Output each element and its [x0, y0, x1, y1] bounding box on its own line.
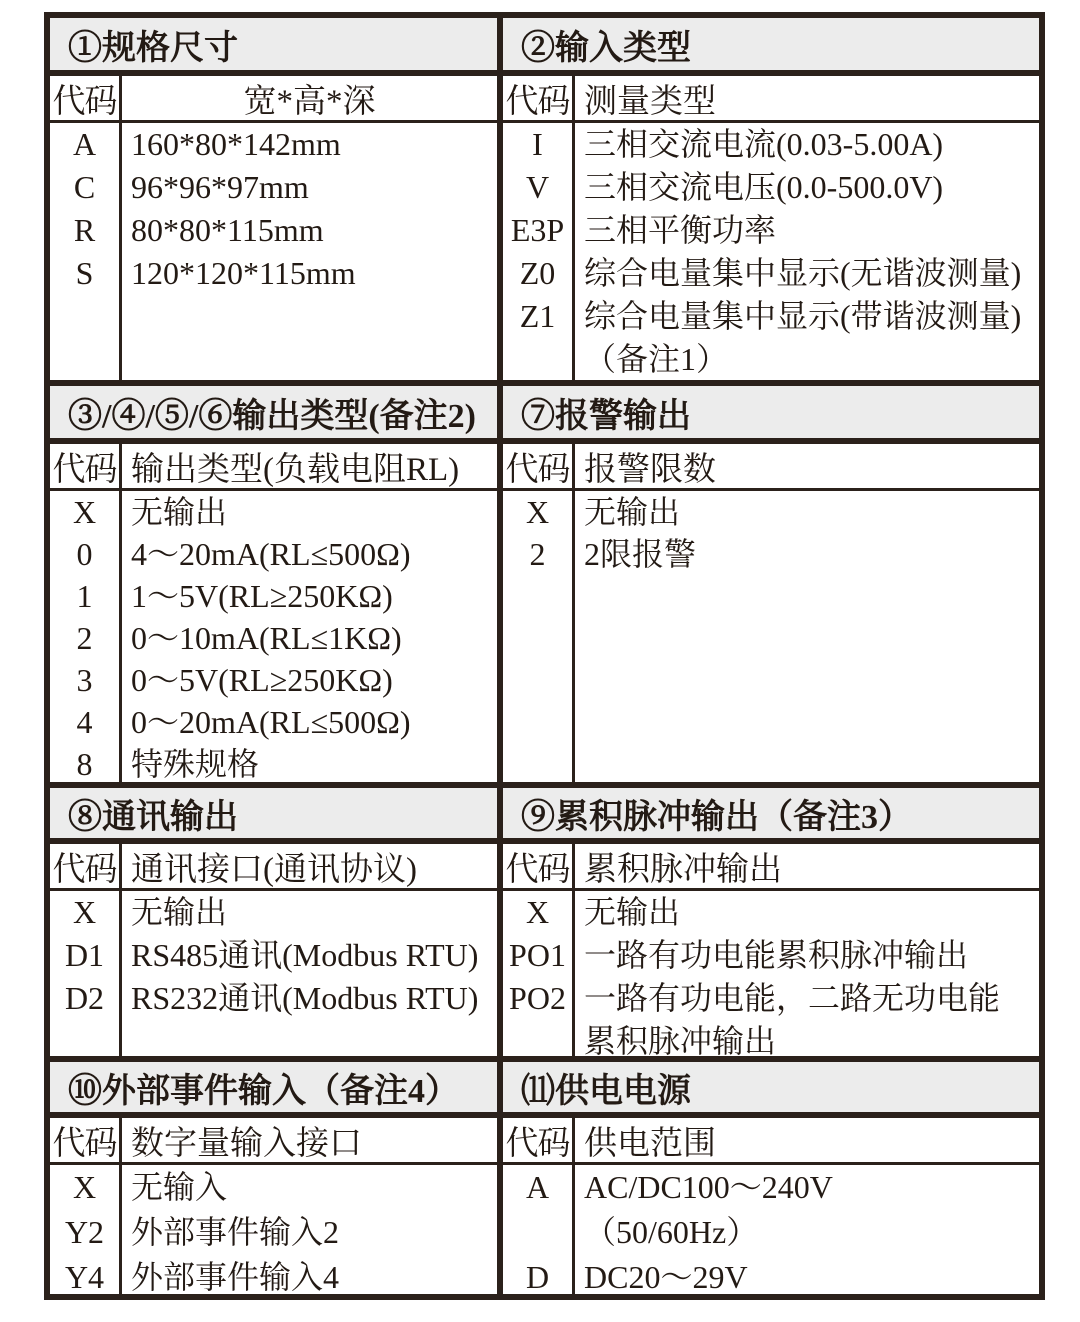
code-column-header: 代码 [50, 1118, 122, 1162]
row-code [503, 338, 572, 380]
row-value: 特殊规格 [131, 746, 260, 782]
value-list [575, 491, 1039, 782]
row-code: E3P [510, 212, 565, 248]
section-title-text: ①规格尺寸 [68, 29, 238, 67]
row-value: 无输出 [131, 894, 228, 930]
row-value: DC20～29V [584, 1259, 748, 1294]
code-list [503, 891, 575, 1056]
code-list [503, 123, 575, 380]
code-list [50, 891, 122, 1056]
row-value: 外部事件输入4 [131, 1259, 340, 1294]
code-list [503, 1165, 575, 1294]
column-header-row [503, 1118, 1039, 1165]
row-code: 3 [76, 662, 93, 698]
section-title [503, 788, 1039, 844]
row-value: （50/60Hz） [584, 1214, 759, 1250]
row-value: 96*96*97mm [131, 169, 309, 205]
row-code: 0 [76, 536, 93, 572]
row-code: 1 [76, 578, 93, 614]
section-pulse-output [497, 788, 1039, 1056]
section-power-supply [497, 1062, 1039, 1294]
section-data [50, 1165, 497, 1294]
row-code: 8 [76, 746, 93, 782]
row-code: Y4 [64, 1259, 105, 1294]
value-column-header: 数字量输入接口 [131, 1125, 362, 1162]
row-code: Z1 [519, 298, 556, 334]
row-code: I [532, 126, 543, 162]
section-data [50, 491, 497, 782]
row-code: C [73, 169, 96, 205]
code-column-header: 代码 [503, 444, 575, 488]
row-value: AC/DC100～240V [584, 1169, 833, 1205]
value-list [122, 891, 497, 1056]
row-value: 1～5V(RL≥250KΩ) [131, 578, 393, 614]
row-value: （备注1） [584, 341, 729, 377]
section-external-event-input [50, 1062, 497, 1294]
row-code [503, 1210, 572, 1255]
row-value: 无输出 [131, 494, 228, 530]
section-data [503, 491, 1039, 782]
row-value: 三相平衡功率 [584, 212, 777, 248]
row-value: 累积脉冲输出 [584, 1023, 777, 1056]
code-column-header: 代码 [503, 1118, 575, 1162]
value-list [122, 491, 497, 782]
section-title [503, 386, 1039, 444]
row-value: 0～5V(RL≥250KΩ) [131, 662, 393, 698]
value-list [122, 1165, 497, 1294]
block-row-2 [50, 380, 1039, 782]
row-value: 80*80*115mm [131, 212, 324, 248]
row-value: 无输出 [584, 494, 681, 530]
row-value: 一路有功电能累积脉冲输出 [584, 937, 969, 973]
row-code [503, 1020, 572, 1056]
section-title [50, 788, 497, 844]
row-code: X [525, 894, 550, 930]
row-value: 外部事件输入2 [131, 1214, 340, 1250]
row-value: 三相交流电压(0.0-500.0V) [584, 169, 944, 205]
row-value: RS485通讯(Modbus RTU) [131, 937, 479, 973]
column-header-row [503, 844, 1039, 891]
section-title-text: ⑧通讯输出 [68, 798, 238, 836]
block-row-4 [50, 1056, 1039, 1294]
row-code: X [72, 494, 97, 530]
row-value: 120*120*115mm [131, 255, 356, 291]
row-code: A [72, 126, 97, 162]
value-column-header: 通讯接口(通讯协议) [131, 851, 417, 888]
code-column-header: 代码 [503, 76, 575, 120]
section-title [503, 18, 1039, 76]
value-list [575, 1165, 1039, 1294]
section-communication-output [50, 788, 497, 1056]
row-value: 4～20mA(RL≤500Ω) [131, 536, 411, 572]
row-code: A [525, 1169, 550, 1205]
row-value: 综合电量集中显示(带谐波测量) [584, 298, 1022, 334]
code-list [50, 491, 122, 782]
row-value: 一路有功电能，二路无功电能 [584, 980, 1001, 1016]
column-header-row [50, 844, 497, 891]
section-title [50, 1062, 497, 1118]
row-code: D1 [64, 937, 105, 973]
row-value: 2限报警 [584, 536, 697, 572]
section-title [50, 18, 497, 76]
block-row-3 [50, 782, 1039, 1056]
value-column-header: 报警限数 [584, 451, 716, 488]
value-column-header: 测量类型 [584, 83, 716, 120]
section-spec-dimensions [50, 18, 497, 380]
value-list [575, 891, 1039, 1056]
row-code: Z0 [519, 255, 556, 291]
row-code: R [73, 212, 96, 248]
section-data [503, 891, 1039, 1056]
row-value: 无输入 [131, 1169, 228, 1205]
row-code: X [72, 1169, 97, 1205]
value-column-header: 累积脉冲输出 [584, 851, 782, 888]
column-header-row [50, 444, 497, 491]
ordering-code-table [44, 12, 1045, 1300]
code-list [50, 123, 122, 380]
row-value: 0～10mA(RL≤1KΩ) [131, 620, 402, 656]
block-row-1 [50, 18, 1039, 380]
column-header-row [503, 444, 1039, 491]
section-title-text: ⑦报警输出 [521, 397, 691, 435]
section-title-text: ⑩外部事件输入（备注4） [68, 1072, 459, 1110]
row-value: 无输出 [584, 894, 681, 930]
section-alarm-output [497, 386, 1039, 782]
code-column-header: 代码 [50, 76, 122, 120]
column-header-row [50, 1118, 497, 1165]
section-title-text: ③/④/⑤/⑥输出类型(备注2) [68, 397, 476, 435]
section-title [503, 1062, 1039, 1118]
value-column-header: 供电范围 [584, 1125, 716, 1162]
row-value: 综合电量集中显示(无谐波测量) [584, 255, 1022, 291]
row-code: X [525, 494, 550, 530]
row-code: D [525, 1259, 550, 1294]
code-list [503, 491, 575, 782]
section-data [50, 123, 497, 380]
section-data [50, 891, 497, 1056]
row-code: PO2 [509, 980, 566, 1016]
value-column-header: 宽*高*深 [243, 83, 376, 120]
section-data [503, 1165, 1039, 1294]
section-title-text: ⑨累积脉冲输出（备注3） [521, 798, 912, 836]
row-value: 0～20mA(RL≤500Ω) [131, 704, 411, 740]
code-list [50, 1165, 122, 1294]
row-code: PO1 [509, 937, 566, 973]
section-input-type [497, 18, 1039, 380]
section-output-type [50, 386, 497, 782]
row-code: 4 [76, 704, 93, 740]
row-code: 2 [529, 536, 546, 572]
row-value: RS232通讯(Modbus RTU) [131, 980, 479, 1016]
row-value: 三相交流电流(0.03-5.00A) [584, 126, 944, 162]
row-code: D2 [64, 980, 105, 1016]
row-code: 2 [76, 620, 93, 656]
section-title-text: ②输入类型 [521, 29, 691, 67]
section-data [503, 123, 1039, 380]
section-title [50, 386, 497, 444]
row-code: S [75, 255, 94, 291]
code-column-header: 代码 [503, 844, 575, 888]
code-column-header: 代码 [50, 444, 122, 488]
column-header-row [50, 76, 497, 123]
value-list [575, 123, 1039, 380]
value-column-header: 输出类型(负载电阻RL) [131, 451, 460, 488]
value-list [122, 123, 497, 380]
section-title-text: ⑾供电电源 [521, 1072, 691, 1110]
column-header-row [503, 76, 1039, 123]
row-value: 160*80*142mm [131, 126, 341, 162]
row-code: V [525, 169, 550, 205]
row-code: X [72, 894, 97, 930]
row-code: Y2 [64, 1214, 105, 1250]
code-column-header: 代码 [50, 844, 122, 888]
